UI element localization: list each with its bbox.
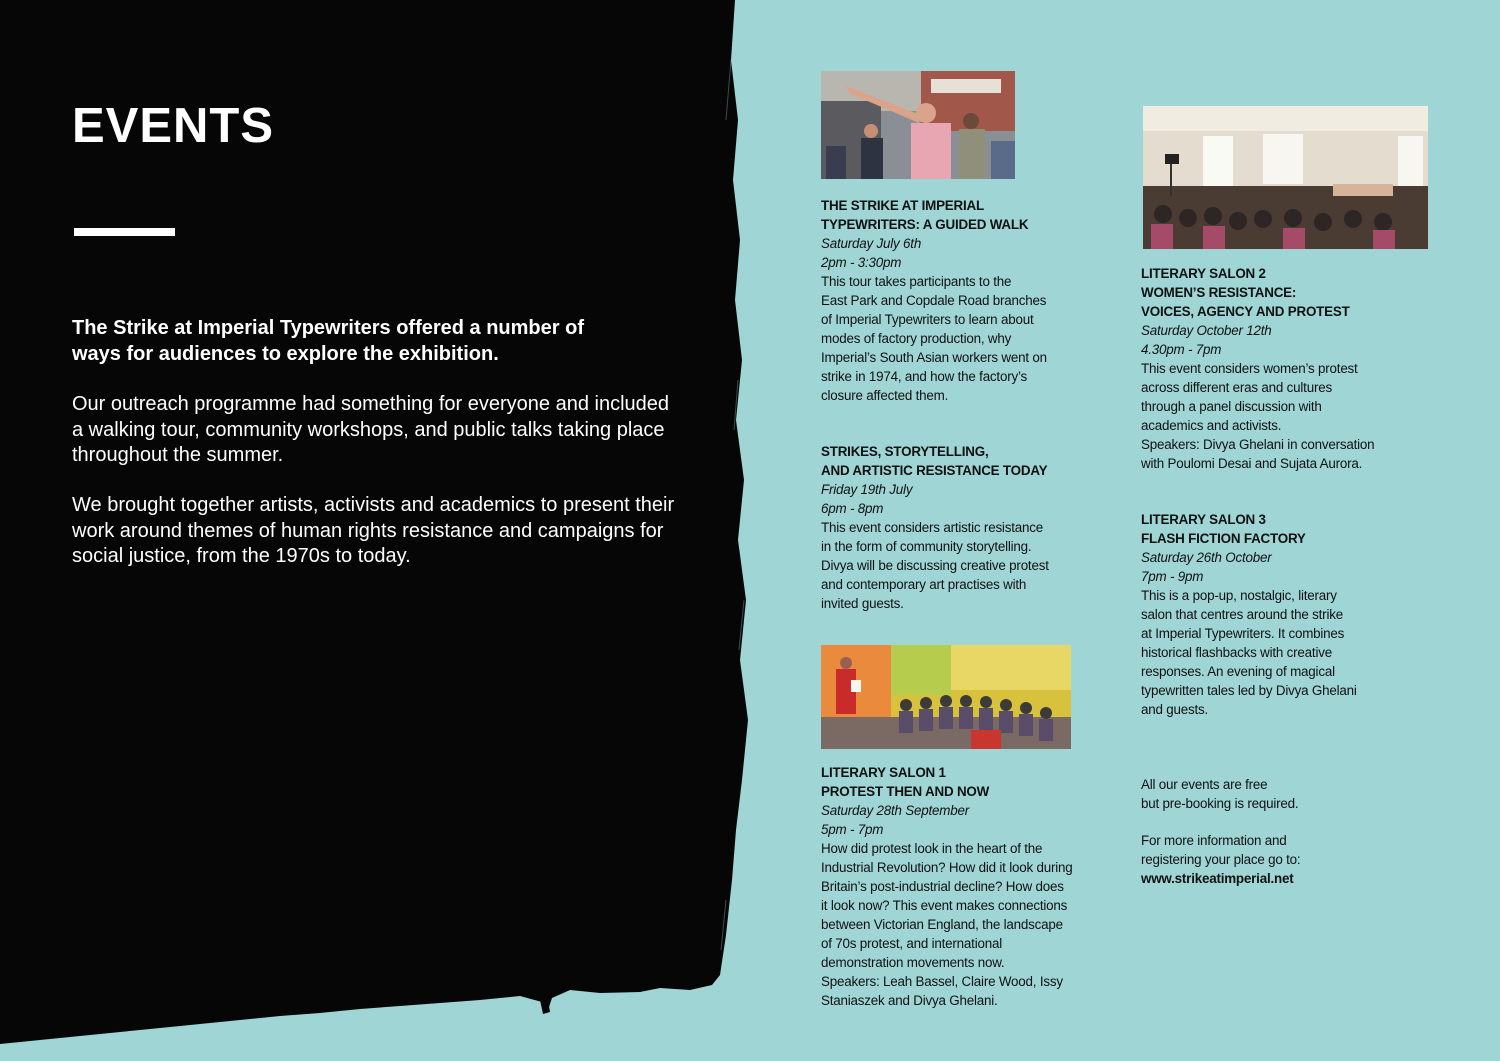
event-literary-salon-1 <box>821 763 1091 1010</box>
intro-paragraph-2: We brought together artists, activists and academics to present their work around themes of human rights resistance and campaigns for social justice, from the 1970s to today. <box>72 494 675 567</box>
event-description-line: academics and activists. <box>1141 418 1282 433</box>
event-description-line: between Victorian England, the landscape <box>821 917 1063 932</box>
event-description-line: across different eras and cultures <box>1141 380 1332 395</box>
event-heading-line: LITERARY SALON 2 <box>1141 266 1266 281</box>
event-heading-line: PROTEST THEN AND NOW <box>821 784 990 799</box>
booking-info <box>1141 775 1401 813</box>
event-description-line: Britain’s post-industrial decline? How does <box>821 879 1064 894</box>
page-title: EVENTS <box>72 99 275 153</box>
event-description-line: strike in 1974, and how the factory’s <box>821 369 1027 384</box>
event-date: Saturday 26th October <box>1141 550 1272 565</box>
info-line: For more information and <box>1141 833 1287 848</box>
event-time: 5pm - 7pm <box>821 822 884 837</box>
event-description-line: modes of factory production, why <box>821 331 1012 346</box>
literary-salon-2-photo <box>1143 106 1428 249</box>
event-description-line: Divya will be discussing creative protest <box>821 558 1049 573</box>
event-literary-salon-3 <box>1141 510 1401 719</box>
event-date: Friday 19th July <box>821 482 913 497</box>
event-description-line: at Imperial Typewriters. It combines <box>1141 626 1345 641</box>
event-description-line: Industrial Revolution? How did it look during <box>821 860 1073 875</box>
event-description-line: with Poulomi Desai and Sujata Aurora. <box>1141 456 1363 471</box>
event-description-line: closure affected them. <box>821 388 949 403</box>
intro-paragraph-1: Our outreach programme had something for everyone and included a walking tour, community workshops, and public talks taking place throughout the summer. <box>72 393 670 466</box>
event-heading-line: LITERARY SALON 3 <box>1141 512 1266 527</box>
event-description-line: Speakers: Leah Bassel, Claire Wood, Issy <box>821 974 1063 989</box>
info-line: but pre-booking is required. <box>1141 796 1299 811</box>
literary-salon-1-photo <box>821 645 1071 749</box>
event-heading-line: VOICES, AGENCY AND PROTEST <box>1141 304 1350 319</box>
event-heading-line: FLASH FICTION FACTORY <box>1141 531 1306 546</box>
event-description-line: Speakers: Divya Ghelani in conversation <box>1141 437 1375 452</box>
website-link[interactable]: www.strikeatimperial.net <box>1141 871 1294 886</box>
info-line: registering your place go to: <box>1141 852 1301 867</box>
event-description-line: historical flashbacks with creative <box>1141 645 1332 660</box>
event-guided-walk <box>821 196 1071 405</box>
event-date: Saturday 28th September <box>821 803 969 818</box>
event-time: 4.30pm - 7pm <box>1141 342 1222 357</box>
event-description-line: This is a pop-up, nostalgic, literary <box>1141 588 1337 603</box>
event-heading-line: TYPEWRITERS: A GUIDED WALK <box>821 217 1029 232</box>
event-description-line: invited guests. <box>821 596 904 611</box>
event-heading-line: WOMEN’S RESISTANCE: <box>1141 285 1297 300</box>
event-heading-line: AND ARTISTIC RESISTANCE TODAY <box>821 463 1048 478</box>
event-date: Saturday October 12th <box>1141 323 1272 338</box>
info-line: All our events are free <box>1141 777 1268 792</box>
event-description-line: demonstration movements now. <box>821 955 1005 970</box>
event-description-line: of 70s protest, and international <box>821 936 1002 951</box>
event-heading-line: LITERARY SALON 1 <box>821 765 946 780</box>
event-description-line: through a panel discussion with <box>1141 399 1322 414</box>
title-underline <box>74 228 175 236</box>
event-description-line: typewritten tales led by Divya Ghelani <box>1141 683 1357 698</box>
event-strikes-storytelling <box>821 442 1071 613</box>
event-heading-line: THE STRIKE AT IMPERIAL <box>821 198 984 213</box>
event-description-line: it look now? This event makes connections <box>821 898 1068 913</box>
event-date: Saturday July 6th <box>821 236 922 251</box>
event-time: 7pm - 9pm <box>1141 569 1204 584</box>
event-description-line: of Imperial Typewriters to learn about <box>821 312 1034 327</box>
lead-paragraph: The Strike at Imperial Typewriters offered a number of ways for audiences to explore the exhibition. <box>72 317 584 365</box>
event-description-line: responses. An evening of magical <box>1141 664 1335 679</box>
event-description-line: This event considers women’s protest <box>1141 361 1358 376</box>
event-description-line: Imperial’s South Asian workers went on <box>821 350 1047 365</box>
event-description-line: East Park and Copdale Road branches <box>821 293 1047 308</box>
event-description-line: How did protest look in the heart of the <box>821 841 1043 856</box>
guided-walk-photo <box>821 71 1015 179</box>
event-description-line: This tour takes participants to the <box>821 274 1012 289</box>
event-description-line: Staniaszek and Divya Ghelani. <box>821 993 998 1008</box>
event-time: 2pm - 3:30pm <box>821 255 902 270</box>
event-description-line: and guests. <box>1141 702 1209 717</box>
event-literary-salon-2 <box>1141 264 1401 473</box>
event-description-line: salon that centres around the strike <box>1141 607 1343 622</box>
event-heading-line: STRIKES, STORYTELLING, <box>821 444 989 459</box>
more-info <box>1141 831 1401 888</box>
event-time: 6pm - 8pm <box>821 501 884 516</box>
event-description-line: in the form of community storytelling. <box>821 539 1032 554</box>
event-description-line: and contemporary art practises with <box>821 577 1027 592</box>
event-description-line: This event considers artistic resistance <box>821 520 1043 535</box>
